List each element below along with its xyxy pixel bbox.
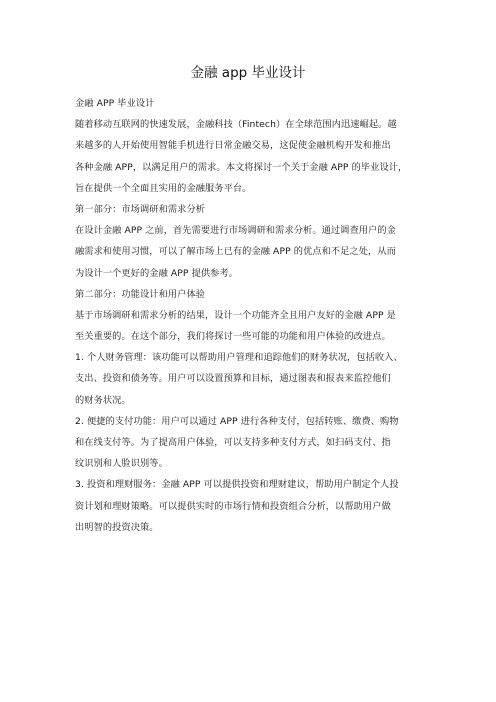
- list-item-line: 的财务状况。: [75, 394, 131, 406]
- body-line: 各种金融 APP，以满足用户的需求。本文将探讨一个关于金融 APP 的毕业设计，: [75, 161, 408, 173]
- section-heading: 第二部分：功能设计和用户体验: [75, 288, 206, 300]
- body-line: 随着移动互联网的快速发展，金融科技（Fintech）在全球范围内迅速崛起。越: [75, 119, 397, 131]
- list-item-line: 出明智的投资决策。: [75, 521, 159, 533]
- document-title: 金融 app 毕业设计: [190, 65, 306, 81]
- list-item-line: 资计划和理财策略。可以提供实时的市场行情和投资组合分析，以帮助用户做: [75, 500, 391, 512]
- list-item-line: 纹识别和人脸识别等。: [75, 458, 168, 470]
- list-item-line: 2. 便捷的支付功能：用户可以通过 APP 进行各种支付，包括转账、缴费、购物: [75, 415, 399, 427]
- body-line: 融需求和使用习惯，可以了解市场上已有的金融 APP 的优点和不足之处，从而: [75, 246, 396, 258]
- list-item-line: 支出、投资和债务等。用户可以设置预算和目标，通过图表和报表来监控他们: [75, 373, 391, 385]
- body-line: 为设计一个更好的金融 APP 提供参考。: [75, 267, 239, 279]
- body-line: 来越多的人开始使用智能手机进行日常金融交易，这促使金融机构开发和推出: [75, 140, 391, 152]
- document-body: [75, 93, 445, 538]
- body-line: 基于市场调研和需求分析的结果，设计一个功能齐全且用户友好的金融 APP 是: [75, 309, 396, 321]
- body-line: 在设计金融 APP 之前，首先需要进行市场调研和需求分析。通过调查用户的金: [75, 225, 396, 237]
- body-line: 至关重要的。在这个部分，我们将探讨一些可能的功能和用户体验的改进点。: [75, 331, 391, 343]
- list-item-line: 3. 投资和理财服务：金融 APP 可以提供投资和理财建议，帮助用户制定个人投: [75, 479, 399, 491]
- body-line: 旨在提供一个全面且实用的金融服务平台。: [75, 182, 252, 194]
- section-heading: 第一部分：市场调研和需求分析: [75, 203, 206, 215]
- list-item-line: 和在线支付等。为了提高用户体验，可以支持多种支付方式，如扫码支付、指: [75, 437, 391, 448]
- body-line: 金融 APP 毕业设计: [75, 98, 155, 109]
- list-item-line: 1. 个人财务管理：该功能可以帮助用户管理和追踪他们的财务状况，包括收入、: [75, 352, 403, 364]
